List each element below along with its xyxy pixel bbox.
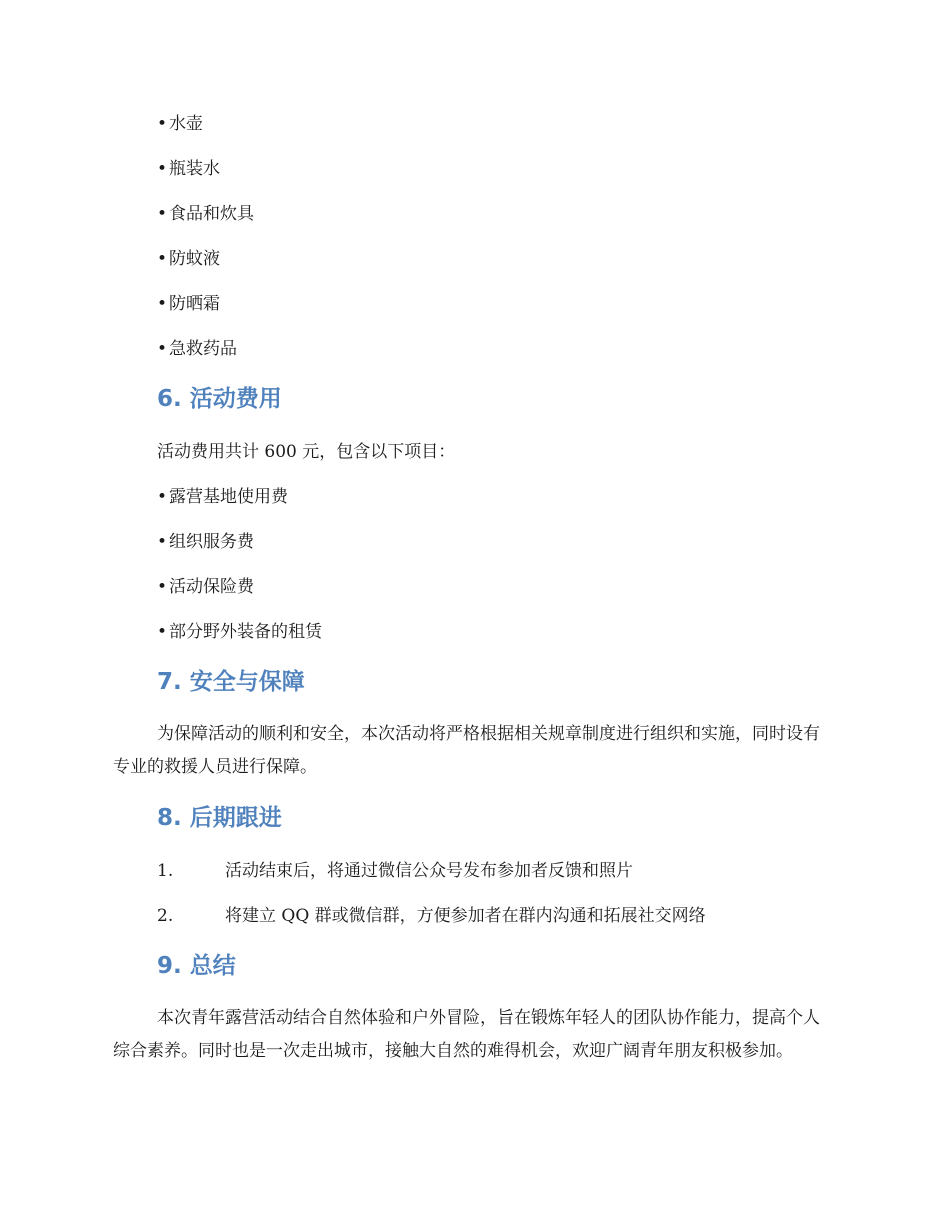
list-number: 2. — [157, 906, 174, 926]
bullet-icon: • — [157, 339, 168, 359]
bullet-icon: • — [157, 249, 168, 269]
fee-list-item: • 露营基地使用费 — [157, 487, 288, 507]
followup-list-item: 2. 将建立 QQ 群或微信群，方便参加者在群内沟通和拓展社交网络 — [157, 906, 706, 926]
section-heading-summary: 9. 总结 — [157, 953, 236, 979]
section-heading-safety: 7. 安全与保障 — [157, 669, 305, 695]
section-heading-followup: 8. 后期跟进 — [157, 805, 282, 831]
bullet-icon: • — [157, 114, 168, 134]
fee-list-item: • 部分野外装备的租赁 — [157, 622, 322, 642]
gear-list-item: • 防蚊液 — [157, 249, 220, 269]
fee-list-item: • 组织服务费 — [157, 532, 254, 552]
gear-list-item: • 食品和炊具 — [157, 204, 254, 224]
bullet-icon: • — [157, 487, 168, 507]
fees-intro: 活动费用共计 600 元，包含以下项目： — [157, 442, 456, 462]
list-number: 1. — [157, 861, 174, 881]
bullet-icon: • — [157, 294, 168, 314]
followup-list-item: 1. 活动结束后，将通过微信公众号发布参加者反馈和照片 — [157, 861, 633, 881]
bullet-icon: • — [157, 159, 168, 179]
gear-list-item: • 防晒霜 — [157, 294, 220, 314]
bullet-icon: • — [157, 577, 168, 597]
bullet-icon: • — [157, 532, 168, 552]
bullet-icon: • — [157, 622, 168, 642]
summary-paragraph: 本次青年露营活动结合自然体验和户外冒险，旨在锻炼年轻人的团队协作能力，提高个人综合素养。同时也是一次走出城市，接触大自然的难得机会，欢迎广阔青年朋友积极参加。 — [113, 1008, 820, 1061]
fee-list-item: • 活动保险费 — [157, 577, 254, 597]
gear-list-item: • 瓶装水 — [157, 159, 220, 179]
gear-list-item: • 水壶 — [157, 114, 203, 134]
section-heading-fees: 6. 活动费用 — [157, 386, 282, 412]
safety-paragraph: 为保障活动的顺利和安全，本次活动将严格根据相关规章制度进行组织和实施，同时设有专业的救援人员进行保障。 — [113, 724, 820, 777]
bullet-icon: • — [157, 204, 168, 224]
gear-list-item: • 急救药品 — [157, 339, 237, 359]
